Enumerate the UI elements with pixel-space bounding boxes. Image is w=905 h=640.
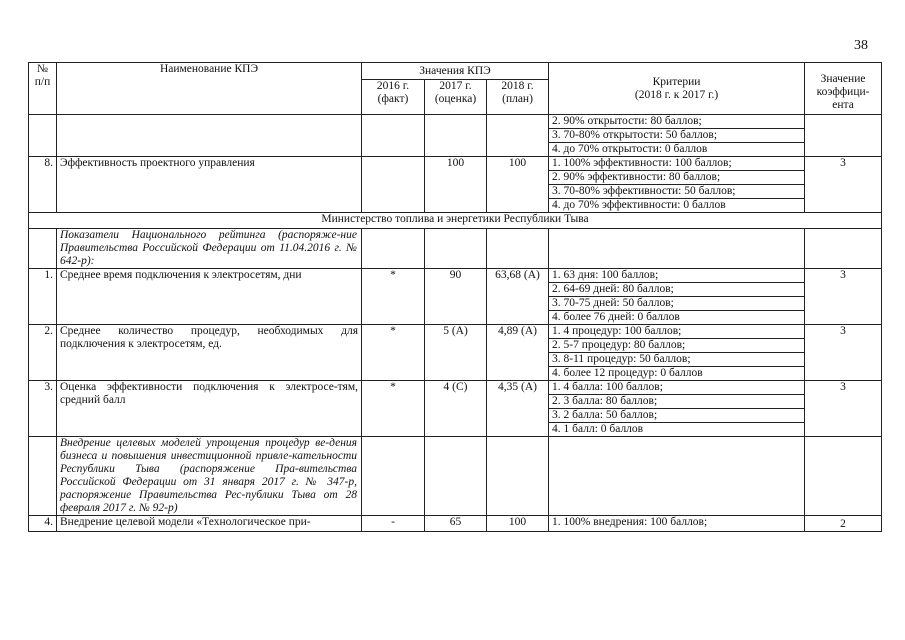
kpi-name: Оценка эффективности подключения к электросе-тям, средний балл (57, 381, 362, 437)
kpi-name: Эффективность проектного управления (57, 157, 362, 213)
header-2017: 2017 г. (оценка) (425, 80, 487, 115)
kpi-name: Внедрение целевой модели «Технологическое при- (57, 516, 362, 532)
subsection-title: Показатели Национального рейтинга (распоряже-ние Правительства Российской Федерации от 11.04.2016 г. № 642-р): (57, 229, 362, 269)
header-name: Наименование КПЭ (57, 63, 362, 115)
table-row: 1. Среднее время подключения к электросетям, дни * 90 63,68 (А) 1. 63 дня: 100 баллов; 2. 64-69 дней: 80 баллов; 3. 70-75 дней: 50 баллов; 4. более 76 дней: 0 баллов 3 (29, 269, 882, 325)
header-values-group: Значения КПЭ (362, 63, 549, 80)
table-row: 2. Среднее количество процедур, необходимых для подключения к электросетям, ед. * 5 (А) 4,89 (А) 1. 4 процедур: 100 баллов; 2. 5-7 процедур: 80 баллов; 3. 8-11 процедур: 50 баллов; 4. более 12 процедур: 0 баллов 3 (29, 325, 882, 381)
subsection-title: Внедрение целевых моделей упрощения процедур ве-дения бизнеса и повышения инвестиционной привле-кательности Республики Тыва (распоряжение Пра-вительства Российской Федерации от 31 января 2017 г. № 347-р, распоряжение Правительства Рес-публики Тыва от 28 февраля 2017 г. № 92-р) (57, 437, 362, 516)
kpi-table (28, 62, 882, 532)
section-row (29, 213, 882, 229)
header-coef: Значение коэффици- ента (805, 63, 882, 115)
page-number: 38 (854, 38, 868, 53)
kpi-name: Среднее количество процедур, необходимых для подключения к электросетям, ед. (57, 325, 362, 381)
criteria-list: 1. 63 дня: 100 баллов; 2. 64-69 дней: 80 баллов; 3. 70-75 дней: 50 баллов; 4. более 76 дней: 0 баллов (549, 269, 805, 325)
subsection-row (29, 229, 882, 269)
criteria-list: 1. 100% внедрения: 100 баллов; (549, 516, 805, 532)
header-criteria: Критерии (2018 г. к 2017 г.) (549, 63, 805, 115)
table-row: 8. Эффективность проектного управления 100 100 1. 100% эффективности: 100 баллов; 2. 90% эффективности: 80 баллов; 3. 70-80% эффективности: 50 баллов; 4. до 70% эффективности: 0 баллов 3 (29, 157, 882, 213)
table-row (29, 115, 882, 157)
kpi-name: Среднее время подключения к электросетям, дни (57, 269, 362, 325)
criteria-list: 2. 90% открытости: 80 баллов; 3. 70-80% открытости: 50 баллов; 4. до 70% открытости: 0 баллов (549, 115, 805, 157)
criteria-list: 1. 100% эффективности: 100 баллов; 2. 90% эффективности: 80 баллов; 3. 70-80% эффективности: 50 баллов; 4. до 70% эффективности: 0 баллов (549, 157, 805, 213)
criteria-list: 1. 4 процедур: 100 баллов; 2. 5-7 процедур: 80 баллов; 3. 8-11 процедур: 50 баллов; 4. более 12 процедур: 0 баллов (549, 325, 805, 381)
table-row: 4. Внедрение целевой модели «Технологическое при- - 65 100 1. 100% внедрения: 100 баллов; 2 (29, 516, 882, 532)
header-num: № п/п (29, 63, 57, 115)
criteria-list: 1. 4 балла: 100 баллов; 2. 3 балла: 80 баллов; 3. 2 балла: 50 баллов; 4. 1 балл: 0 баллов (549, 381, 805, 437)
header-2018: 2018 г. (план) (487, 80, 549, 115)
section-title: Министерство топлива и энергетики Республики Тыва (29, 213, 882, 229)
table-row: 3. Оценка эффективности подключения к электросе-тям, средний балл * 4 (С) 4,35 (А) 1. 4 балла: 100 баллов; 2. 3 балла: 80 баллов; 3. 2 балла: 50 баллов; 4. 1 балл: 0 баллов 3 (29, 381, 882, 437)
subsection-row (29, 437, 882, 516)
header-2016: 2016 г. (факт) (362, 80, 425, 115)
